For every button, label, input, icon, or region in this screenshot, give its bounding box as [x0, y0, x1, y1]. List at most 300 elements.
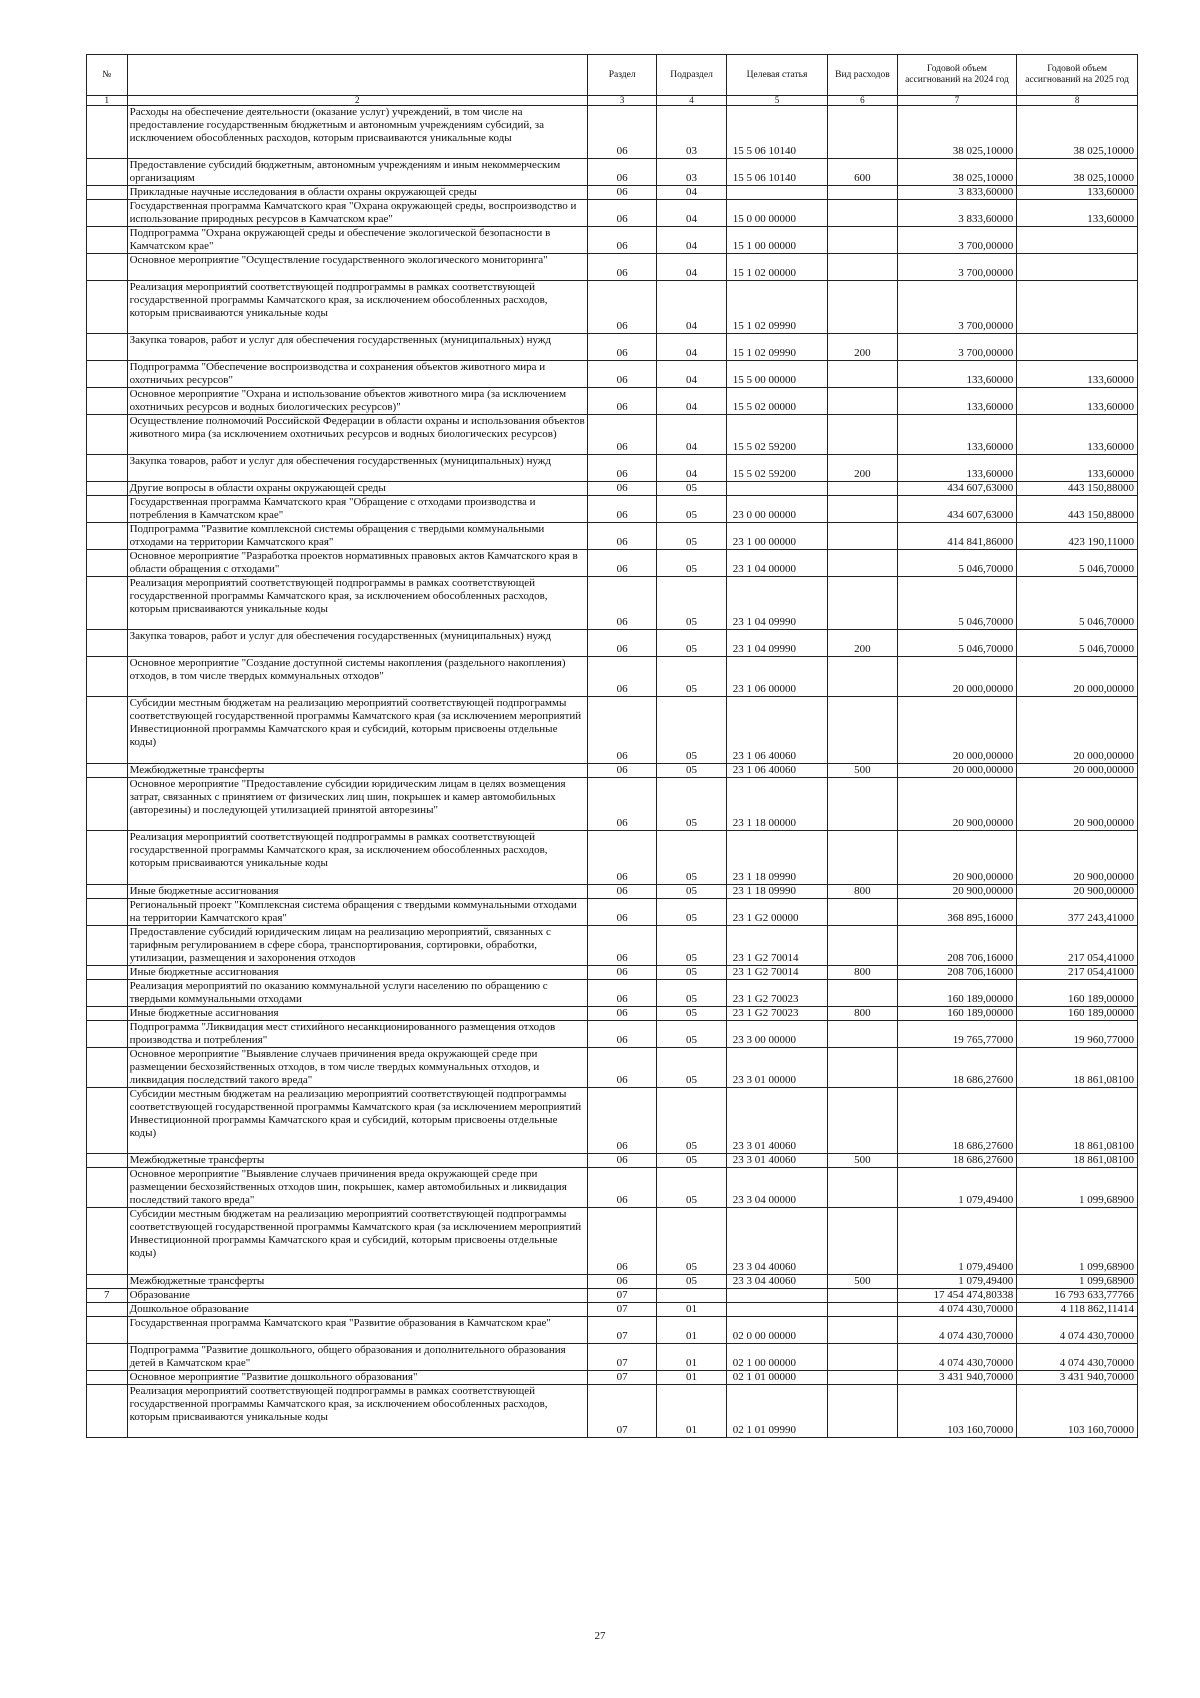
row-celevaya: 15 1 00 00000 — [726, 227, 827, 254]
row-amount-2025: 160 189,00000 — [1017, 979, 1138, 1006]
row-vid — [828, 777, 897, 830]
row-amount-2024: 160 189,00000 — [897, 979, 1017, 1006]
row-podrazdel: 04 — [657, 415, 726, 455]
row-celevaya: 23 1 G2 70023 — [726, 1006, 827, 1020]
row-razdel: 06 — [587, 106, 656, 159]
row-razdel: 07 — [587, 1317, 656, 1344]
table-row — [87, 522, 1138, 549]
row-number — [87, 1087, 128, 1154]
row-number — [87, 481, 128, 495]
row-description: Расходы на обеспечение деятельности (оказание услуг) учреждений, в том числе на предоставление государственным бюджетным и автономным учреждениям субсидий, за исключением обособленных расходов, которым присваиваются уникальные коды — [127, 106, 587, 159]
row-amount-2024: 103 160,70000 — [897, 1384, 1017, 1437]
row-number — [87, 415, 128, 455]
row-celevaya: 15 5 06 10140 — [726, 159, 827, 186]
row-razdel: 07 — [587, 1343, 656, 1370]
row-podrazdel: 05 — [657, 1020, 726, 1047]
row-vid: 800 — [828, 884, 897, 898]
row-amount-2024: 3 833,60000 — [897, 186, 1017, 200]
row-description: Подпрограмма "Обеспечение воспроизводства и сохранения объектов животного мира и охотничьих ресурсов" — [127, 361, 587, 388]
row-description: Подпрограмма "Ликвидация мест стихийного несанкционированного размещения отходов производства и потребления" — [127, 1020, 587, 1047]
table-row — [87, 884, 1138, 898]
header-podrazdel: Подраздел — [657, 55, 726, 96]
row-description: Закупка товаров, работ и услуг для обеспечения государственных (муниципальных) нужд — [127, 630, 587, 657]
row-vid — [828, 1370, 897, 1384]
row-amount-2025 — [1017, 227, 1138, 254]
row-description: Иные бюджетные ассигнования — [127, 884, 587, 898]
row-vid — [828, 979, 897, 1006]
table-row — [87, 831, 1138, 884]
row-vid: 800 — [828, 965, 897, 979]
row-vid — [828, 1087, 897, 1154]
row-amount-2024: 3 700,00000 — [897, 254, 1017, 281]
row-podrazdel: 01 — [657, 1303, 726, 1317]
row-vid — [828, 576, 897, 629]
row-vid — [828, 1384, 897, 1437]
row-amount-2025: 20 000,00000 — [1017, 656, 1138, 696]
table-row — [87, 1006, 1138, 1020]
row-celevaya: 23 1 G2 00000 — [726, 898, 827, 925]
table-row — [87, 898, 1138, 925]
row-podrazdel: 05 — [657, 777, 726, 830]
row-amount-2024: 18 686,27600 — [897, 1047, 1017, 1087]
row-number — [87, 106, 128, 159]
row-podrazdel: 04 — [657, 227, 726, 254]
row-celevaya — [726, 1303, 827, 1317]
row-description: Подпрограмма "Развитие комплексной системы обращения с твердыми коммунальными отходами на территории Камчатского края" — [127, 522, 587, 549]
row-description: Государственная программа Камчатского края "Развитие образования в Камчатском крае" — [127, 1317, 587, 1344]
row-amount-2025: 1 099,68900 — [1017, 1275, 1138, 1289]
row-amount-2024: 434 607,63000 — [897, 481, 1017, 495]
row-number — [87, 898, 128, 925]
row-vid — [828, 495, 897, 522]
row-number — [87, 831, 128, 884]
row-number — [87, 200, 128, 227]
row-celevaya: 23 3 00 00000 — [726, 1020, 827, 1047]
row-amount-2024: 133,60000 — [897, 415, 1017, 455]
row-amount-2025: 4 074 430,70000 — [1017, 1343, 1138, 1370]
row-podrazdel: 05 — [657, 656, 726, 696]
row-description: Реализация мероприятий соответствующей подпрограммы в рамках соответствующей государственной программы Камчатского края, за исключением обособленных расходов, которым присваиваются уникальные коды — [127, 576, 587, 629]
row-amount-2024: 434 607,63000 — [897, 495, 1017, 522]
row-razdel: 06 — [587, 388, 656, 415]
row-amount-2025: 19 960,77000 — [1017, 1020, 1138, 1047]
row-amount-2024: 414 841,86000 — [897, 522, 1017, 549]
row-celevaya: 23 1 18 09990 — [726, 884, 827, 898]
row-amount-2024: 5 046,70000 — [897, 576, 1017, 629]
row-amount-2024: 20 900,00000 — [897, 884, 1017, 898]
row-podrazdel: 05 — [657, 1087, 726, 1154]
row-amount-2024: 4 074 430,70000 — [897, 1317, 1017, 1344]
row-celevaya: 23 1 04 09990 — [726, 576, 827, 629]
row-vid — [828, 1289, 897, 1303]
row-number — [87, 186, 128, 200]
row-amount-2024: 133,60000 — [897, 388, 1017, 415]
row-razdel: 06 — [587, 1275, 656, 1289]
row-number — [87, 1343, 128, 1370]
table-row — [87, 656, 1138, 696]
row-celevaya: 23 3 01 00000 — [726, 1047, 827, 1087]
row-amount-2025: 18 861,08100 — [1017, 1047, 1138, 1087]
row-celevaya: 15 5 02 59200 — [726, 415, 827, 455]
row-number — [87, 1006, 128, 1020]
row-amount-2024: 20 900,00000 — [897, 777, 1017, 830]
row-celevaya: 15 5 02 00000 — [726, 388, 827, 415]
row-description: Прикладные научные исследования в области охраны окружающей среды — [127, 186, 587, 200]
row-amount-2025: 5 046,70000 — [1017, 576, 1138, 629]
table-row — [87, 925, 1138, 965]
row-amount-2024: 18 686,27600 — [897, 1087, 1017, 1154]
row-vid: 200 — [828, 334, 897, 361]
row-amount-2024: 4 074 430,70000 — [897, 1343, 1017, 1370]
table-row — [87, 159, 1138, 186]
row-description: Основное мероприятие "Предоставление субсидии юридическим лицам в целях возмещения затрат, связанных с принятием от физических лиц шин, покрышек и камер автомобильных (авторезины) и последующей утилизацией принятой авторезины" — [127, 777, 587, 830]
table-row — [87, 227, 1138, 254]
row-number — [87, 281, 128, 334]
row-number — [87, 1275, 128, 1289]
row-amount-2025: 20 000,00000 — [1017, 697, 1138, 764]
row-celevaya: 23 1 18 09990 — [726, 831, 827, 884]
row-celevaya: 15 1 02 09990 — [726, 334, 827, 361]
row-number — [87, 884, 128, 898]
table-row — [87, 1303, 1138, 1317]
row-amount-2025: 20 000,00000 — [1017, 763, 1138, 777]
row-razdel: 06 — [587, 186, 656, 200]
row-amount-2025: 5 046,70000 — [1017, 630, 1138, 657]
row-razdel: 06 — [587, 455, 656, 482]
row-amount-2025: 423 190,11000 — [1017, 522, 1138, 549]
row-amount-2024: 38 025,10000 — [897, 159, 1017, 186]
header-vid: Вид расходов — [828, 55, 897, 96]
row-number — [87, 1370, 128, 1384]
row-vid — [828, 1303, 897, 1317]
row-razdel: 06 — [587, 495, 656, 522]
row-vid — [828, 1343, 897, 1370]
row-razdel: 06 — [587, 415, 656, 455]
row-vid — [828, 925, 897, 965]
row-number — [87, 334, 128, 361]
row-vid — [828, 227, 897, 254]
row-amount-2024: 208 706,16000 — [897, 925, 1017, 965]
row-description: Межбюджетные трансферты — [127, 1154, 587, 1168]
page-number: 27 — [594, 1630, 606, 1642]
row-podrazdel: 04 — [657, 200, 726, 227]
row-celevaya — [726, 481, 827, 495]
row-amount-2025: 133,60000 — [1017, 361, 1138, 388]
row-amount-2024: 368 895,16000 — [897, 898, 1017, 925]
row-vid: 500 — [828, 1154, 897, 1168]
row-amount-2025: 20 900,00000 — [1017, 884, 1138, 898]
row-amount-2024: 3 700,00000 — [897, 227, 1017, 254]
row-amount-2024: 20 000,00000 — [897, 697, 1017, 764]
row-razdel: 06 — [587, 1154, 656, 1168]
table-row — [87, 979, 1138, 1006]
row-number — [87, 227, 128, 254]
row-podrazdel: 05 — [657, 925, 726, 965]
row-number — [87, 522, 128, 549]
column-number-row — [87, 96, 1138, 106]
row-amount-2025: 377 243,41000 — [1017, 898, 1138, 925]
row-razdel: 06 — [587, 361, 656, 388]
row-podrazdel: 01 — [657, 1343, 726, 1370]
table-body — [87, 106, 1138, 1438]
row-podrazdel: 05 — [657, 831, 726, 884]
row-podrazdel: 05 — [657, 1047, 726, 1087]
row-description: Образование — [127, 1289, 587, 1303]
row-razdel: 06 — [587, 1208, 656, 1275]
row-description: Государственная программа Камчатского края "Обращение с отходами производства и потребления в Камчатском крае" — [127, 495, 587, 522]
header-2025: Годовой объем ассигнований на 2025 год — [1017, 55, 1138, 96]
row-amount-2024: 20 000,00000 — [897, 763, 1017, 777]
row-razdel: 06 — [587, 925, 656, 965]
row-amount-2024: 20 900,00000 — [897, 831, 1017, 884]
header-no: № — [87, 55, 128, 96]
table-row — [87, 254, 1138, 281]
row-vid — [828, 388, 897, 415]
table-row — [87, 481, 1138, 495]
table-row — [87, 186, 1138, 200]
table-row — [87, 1020, 1138, 1047]
table-row — [87, 1168, 1138, 1208]
row-description: Основное мероприятие "Создание доступной системы накопления (раздельного накопления) отходов, в том числе твердых коммунальных отходов" — [127, 656, 587, 696]
table-row — [87, 361, 1138, 388]
table-row — [87, 281, 1138, 334]
table-row — [87, 1208, 1138, 1275]
row-podrazdel: 05 — [657, 1154, 726, 1168]
row-razdel: 06 — [587, 1047, 656, 1087]
row-amount-2025: 18 861,08100 — [1017, 1087, 1138, 1154]
table-row — [87, 697, 1138, 764]
row-number — [87, 630, 128, 657]
row-amount-2025: 4 118 862,11414 — [1017, 1303, 1138, 1317]
row-number — [87, 254, 128, 281]
row-vid — [828, 106, 897, 159]
row-vid: 600 — [828, 159, 897, 186]
row-number: 7 — [87, 1289, 128, 1303]
row-celevaya: 23 3 04 40060 — [726, 1275, 827, 1289]
row-razdel: 06 — [587, 254, 656, 281]
row-razdel: 06 — [587, 281, 656, 334]
row-number — [87, 1303, 128, 1317]
row-celevaya — [726, 186, 827, 200]
row-razdel: 06 — [587, 549, 656, 576]
row-amount-2024: 20 000,00000 — [897, 656, 1017, 696]
row-description: Основное мероприятие "Осуществление государственного экологического мониторинга" — [127, 254, 587, 281]
row-celevaya: 02 1 01 00000 — [726, 1370, 827, 1384]
row-razdel: 06 — [587, 630, 656, 657]
row-amount-2025: 133,60000 — [1017, 455, 1138, 482]
row-razdel: 06 — [587, 227, 656, 254]
row-podrazdel: 04 — [657, 254, 726, 281]
row-amount-2024: 4 074 430,70000 — [897, 1303, 1017, 1317]
table-row — [87, 495, 1138, 522]
table-row — [87, 1289, 1138, 1303]
row-amount-2025: 133,60000 — [1017, 186, 1138, 200]
row-podrazdel: 05 — [657, 697, 726, 764]
row-podrazdel: 01 — [657, 1370, 726, 1384]
row-description: Реализация мероприятий соответствующей подпрограммы в рамках соответствующей государственной программы Камчатского края, за исключением обособленных расходов, которым присваиваются уникальные коды — [127, 831, 587, 884]
header-2024: Годовой объем ассигнований на 2024 год — [897, 55, 1017, 96]
row-razdel: 06 — [587, 1020, 656, 1047]
row-celevaya: 23 0 00 00000 — [726, 495, 827, 522]
row-podrazdel: 05 — [657, 495, 726, 522]
table-row — [87, 965, 1138, 979]
row-vid: 800 — [828, 1006, 897, 1020]
row-podrazdel: 01 — [657, 1317, 726, 1344]
row-celevaya: 15 1 02 00000 — [726, 254, 827, 281]
table-row — [87, 1343, 1138, 1370]
row-number — [87, 1208, 128, 1275]
row-amount-2025: 5 046,70000 — [1017, 549, 1138, 576]
row-podrazdel — [657, 1289, 726, 1303]
row-razdel: 06 — [587, 334, 656, 361]
row-number — [87, 1168, 128, 1208]
row-celevaya: 02 1 00 00000 — [726, 1343, 827, 1370]
row-razdel: 07 — [587, 1370, 656, 1384]
row-amount-2025: 20 900,00000 — [1017, 831, 1138, 884]
row-number — [87, 495, 128, 522]
column-number: 6 — [828, 96, 897, 106]
row-amount-2025: 1 099,68900 — [1017, 1168, 1138, 1208]
row-celevaya: 23 3 01 40060 — [726, 1087, 827, 1154]
table-row — [87, 1384, 1138, 1437]
row-vid — [828, 831, 897, 884]
table-row — [87, 1047, 1138, 1087]
column-number: 1 — [87, 96, 128, 106]
row-amount-2025: 133,60000 — [1017, 415, 1138, 455]
row-description: Закупка товаров, работ и услуг для обеспечения государственных (муниципальных) нужд — [127, 455, 587, 482]
row-description: Основное мероприятие "Разработка проектов нормативных правовых актов Камчатского края в области обращения с отходами" — [127, 549, 587, 576]
row-amount-2024: 160 189,00000 — [897, 1006, 1017, 1020]
row-amount-2025: 133,60000 — [1017, 388, 1138, 415]
row-razdel: 06 — [587, 831, 656, 884]
row-vid — [828, 898, 897, 925]
row-amount-2025: 160 189,00000 — [1017, 1006, 1138, 1020]
row-vid — [828, 415, 897, 455]
row-amount-2024: 133,60000 — [897, 361, 1017, 388]
row-description: Субсидии местным бюджетам на реализацию мероприятий соответствующей подпрограммы соответствующей государственной программы Камчатского края (за исключением мероприятий Инвестиционной программы Камчатского края и субсидий, которым присвоены отдельные коды) — [127, 1208, 587, 1275]
row-description: Закупка товаров, работ и услуг для обеспечения государственных (муниципальных) нужд — [127, 334, 587, 361]
row-description: Основное мероприятие "Выявление случаев причинения вреда окружающей среде при размещении бесхозяйственных отходов шин, покрышек, камер автомобильных и ликвидация последствий такого вреда" — [127, 1168, 587, 1208]
row-amount-2025: 3 431 940,70000 — [1017, 1370, 1138, 1384]
row-podrazdel: 03 — [657, 106, 726, 159]
row-vid — [828, 1047, 897, 1087]
row-celevaya: 23 1 00 00000 — [726, 522, 827, 549]
row-amount-2024: 3 431 940,70000 — [897, 1370, 1017, 1384]
row-vid — [828, 200, 897, 227]
row-description: Основное мероприятие "Развитие дошкольного образования" — [127, 1370, 587, 1384]
row-number — [87, 388, 128, 415]
row-celevaya: 23 1 18 00000 — [726, 777, 827, 830]
row-podrazdel: 01 — [657, 1384, 726, 1437]
row-razdel: 06 — [587, 522, 656, 549]
row-vid: 200 — [828, 630, 897, 657]
row-description: Предоставление субсидий бюджетным, автономным учреждениям и иным некоммерческим организациям — [127, 159, 587, 186]
row-amount-2025: 4 074 430,70000 — [1017, 1317, 1138, 1344]
row-amount-2025: 443 150,88000 — [1017, 495, 1138, 522]
row-amount-2025: 1 099,68900 — [1017, 1208, 1138, 1275]
table-row — [87, 1317, 1138, 1344]
table-row — [87, 1087, 1138, 1154]
row-number — [87, 697, 128, 764]
row-vid: 500 — [828, 763, 897, 777]
row-celevaya: 02 0 00 00000 — [726, 1317, 827, 1344]
column-number: 3 — [587, 96, 656, 106]
row-celevaya: 15 0 00 00000 — [726, 200, 827, 227]
row-description: Реализация мероприятий соответствующей подпрограммы в рамках соответствующей государственной программы Камчатского края, за исключением обособленных расходов, которым присваиваются уникальные коды — [127, 1384, 587, 1437]
row-description: Основное мероприятие "Охрана и использование объектов животного мира (за исключением охотничьих ресурсов и водных биологических ресурсов)" — [127, 388, 587, 415]
row-description: Осуществление полномочий Российской Федерации в области охраны и использования объектов животного мира (за исключением охотничьих ресурсов и водных биологических ресурсов) — [127, 415, 587, 455]
row-celevaya: 23 1 06 00000 — [726, 656, 827, 696]
row-amount-2024: 5 046,70000 — [897, 549, 1017, 576]
row-podrazdel: 04 — [657, 361, 726, 388]
table-row — [87, 763, 1138, 777]
row-amount-2024: 19 765,77000 — [897, 1020, 1017, 1047]
row-amount-2025 — [1017, 254, 1138, 281]
row-celevaya: 23 1 G2 70023 — [726, 979, 827, 1006]
table-row — [87, 388, 1138, 415]
row-vid — [828, 1208, 897, 1275]
row-celevaya: 23 1 06 40060 — [726, 763, 827, 777]
row-vid — [828, 522, 897, 549]
row-number — [87, 1020, 128, 1047]
row-number — [87, 576, 128, 629]
row-vid — [828, 1020, 897, 1047]
row-number — [87, 1317, 128, 1344]
row-podrazdel: 05 — [657, 898, 726, 925]
row-podrazdel: 03 — [657, 159, 726, 186]
row-number — [87, 455, 128, 482]
row-podrazdel: 05 — [657, 1006, 726, 1020]
column-number: 4 — [657, 96, 726, 106]
header-razdel: Раздел — [587, 55, 656, 96]
row-celevaya: 23 3 04 00000 — [726, 1168, 827, 1208]
header-row — [87, 55, 1138, 96]
row-amount-2024: 3 700,00000 — [897, 281, 1017, 334]
row-razdel: 06 — [587, 965, 656, 979]
budget-table — [86, 54, 1138, 1438]
row-vid — [828, 186, 897, 200]
row-razdel: 06 — [587, 481, 656, 495]
row-celevaya: 23 1 G2 70014 — [726, 925, 827, 965]
row-amount-2025: 38 025,10000 — [1017, 106, 1138, 159]
row-number — [87, 763, 128, 777]
row-celevaya — [726, 1289, 827, 1303]
row-celevaya: 23 1 04 00000 — [726, 549, 827, 576]
table-row — [87, 1275, 1138, 1289]
row-celevaya: 23 3 04 40060 — [726, 1208, 827, 1275]
row-amount-2025: 20 900,00000 — [1017, 777, 1138, 830]
row-amount-2024: 1 079,49400 — [897, 1168, 1017, 1208]
column-number: 5 — [726, 96, 827, 106]
table-row — [87, 1154, 1138, 1168]
row-celevaya: 23 1 06 40060 — [726, 697, 827, 764]
row-razdel: 06 — [587, 200, 656, 227]
row-description: Подпрограмма "Развитие дошкольного, общего образования и дополнительного образования детей в Камчатском крае" — [127, 1343, 587, 1370]
row-description: Иные бюджетные ассигнования — [127, 1006, 587, 1020]
row-razdel: 06 — [587, 697, 656, 764]
row-description: Региональный проект "Комплексная система обращения с твердыми коммунальными отходами на территории Камчатского края" — [127, 898, 587, 925]
row-description: Подпрограмма "Охрана окружающей среды и обеспечение экологической безопасности в Камчатском крае" — [127, 227, 587, 254]
row-description: Межбюджетные трансферты — [127, 763, 587, 777]
row-podrazdel: 05 — [657, 549, 726, 576]
row-description: Основное мероприятие "Выявление случаев причинения вреда окружающей среде при размещении бесхозяйственных отходов, в том числе твердых коммунальных отходов, и ликвидация последствий такого вреда" — [127, 1047, 587, 1087]
row-description: Государственная программа Камчатского края "Охрана окружающей среды, воспроизводство и использование природных ресурсов в Камчатском крае" — [127, 200, 587, 227]
row-description: Межбюджетные трансферты — [127, 1275, 587, 1289]
column-number: 8 — [1017, 96, 1138, 106]
row-number — [87, 777, 128, 830]
row-amount-2025 — [1017, 281, 1138, 334]
row-razdel: 06 — [587, 1087, 656, 1154]
